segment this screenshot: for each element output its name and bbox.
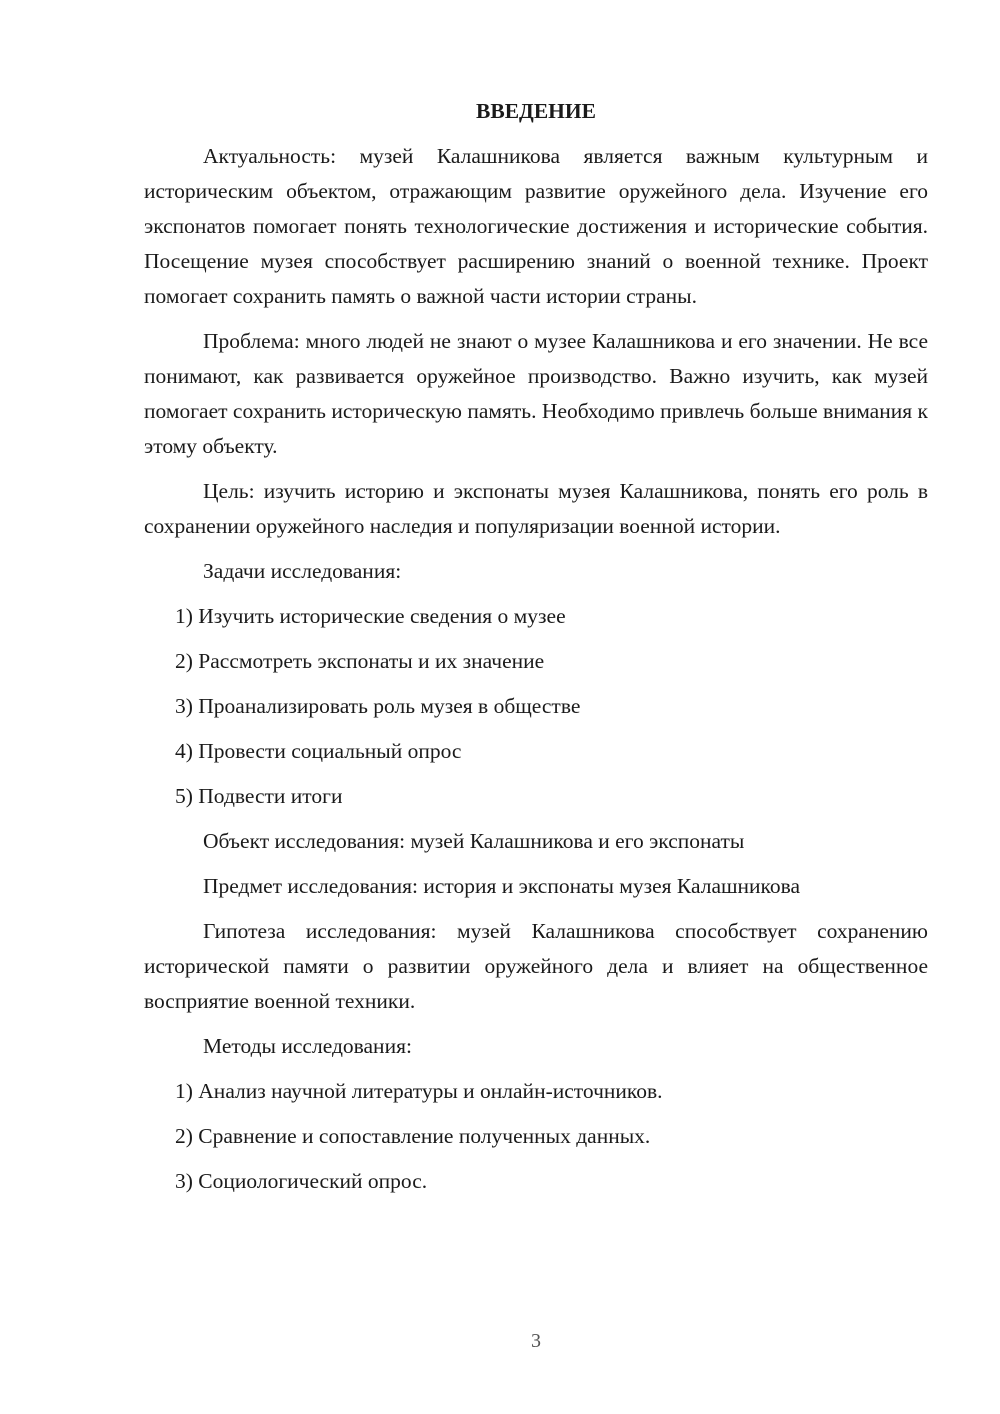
goal-paragraph: Цель: изучить историю и экспонаты музея Калашникова, понять его роль в сохранении оружейного наследия и популяризации военной истории. — [144, 479, 928, 538]
research-object: Объект исследования: музей Калашникова и его экспонаты — [203, 829, 745, 853]
method-item-3: 3) Социологический опрос. — [175, 1169, 428, 1193]
task-item-2: 2) Рассмотреть экспонаты и их значение — [175, 649, 545, 673]
relevance-paragraph: Актуальность: музей Калашникова является важным культурным и историческим объектом, отражающим развитие оружейного дела. Изучение его экспонатов помогает понять технологические достижения и исторические события. Посещение музея способствует расширению знаний о военной технике. Проект помогает сохранить память о важной части истории страны. — [144, 144, 928, 308]
research-subject: Предмет исследования: история и экспонаты музея Калашникова — [203, 874, 801, 898]
tasks-heading: Задачи исследования: — [203, 559, 402, 583]
method-item-1: 1) Анализ научной литературы и онлайн-источников. — [175, 1079, 663, 1103]
page-content — [144, 94, 928, 1209]
hypothesis-paragraph: Гипотеза исследования: музей Калашникова способствует сохранению исторической памяти о развитии оружейного дела и влияет на общественное восприятие военной техники. — [144, 919, 928, 1013]
task-item-4: 4) Провести социальный опрос — [175, 739, 462, 763]
task-item-5: 5) Подвести итоги — [175, 784, 343, 808]
page-title: ВВЕДЕНИЕ — [476, 99, 596, 123]
method-item-2: 2) Сравнение и сопоставление полученных данных. — [175, 1124, 651, 1148]
methods-heading: Методы исследования: — [203, 1034, 412, 1058]
problem-paragraph: Проблема: много людей не знают о музее Калашникова и его значении. Не все понимают, как развивается оружейное производство. Важно изучить, как музей помогает сохранить историческую память. Необходимо привлечь больше внимания к этому объекту. — [144, 329, 928, 458]
task-item-1: 1) Изучить исторические сведения о музее — [175, 604, 566, 628]
task-item-3: 3) Проанализировать роль музея в обществе — [175, 694, 581, 718]
page-number: 3 — [531, 1330, 541, 1352]
